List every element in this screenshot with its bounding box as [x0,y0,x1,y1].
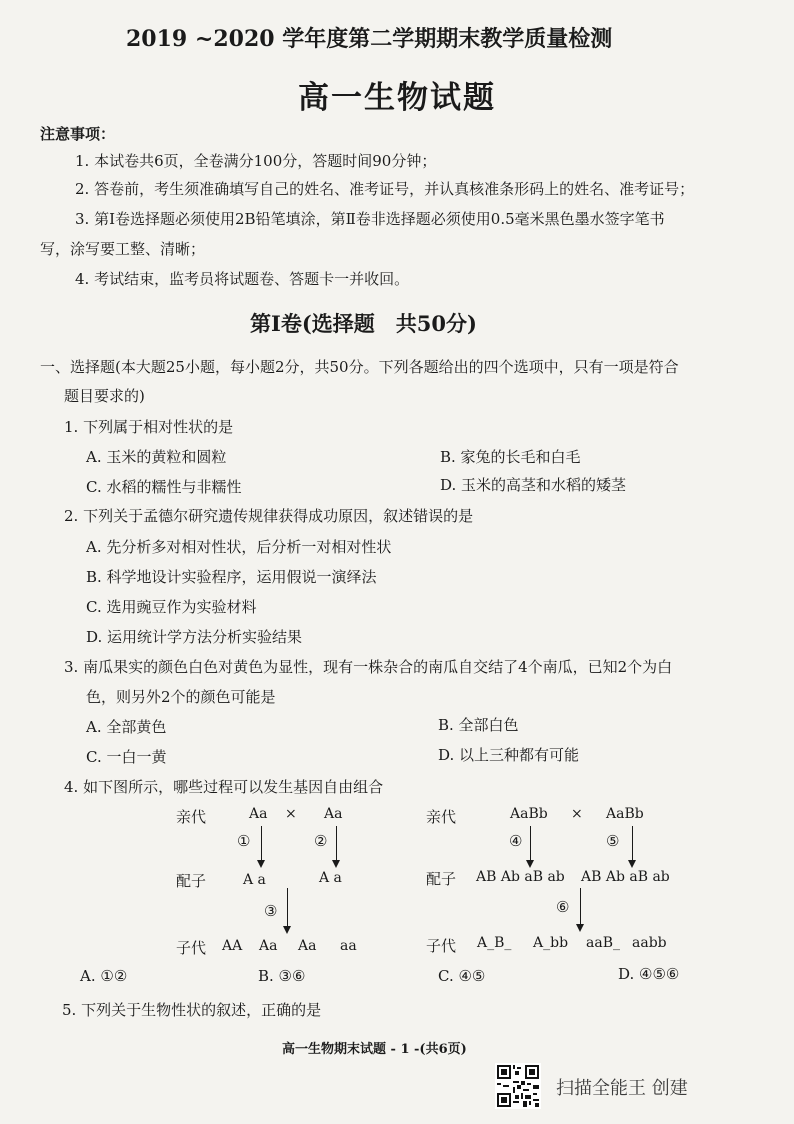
section-intro-line1: 一、选择题(本大题25小题，每小题2分，共50分。下列各题给出的四个选项中，只有一项是符合 [40,358,679,376]
step-2-label: ② [314,832,328,850]
notice-item-1: 1. 本试卷共6页，全卷满分100分，答题时间90分钟； [75,152,437,170]
q1-option-b: B. 家兔的长毛和白毛 [440,448,581,466]
right-parent-1: AaBb [510,806,548,822]
step-5-label: ⑤ [606,832,620,850]
left-parent-label: 亲代 [176,808,207,826]
right-offspring-2: A_bb [533,935,569,951]
step-4-label: ④ [509,832,523,850]
q4-option-c: C. ④⑤ [438,967,486,985]
qr-code-icon [495,1063,541,1109]
q4-option-d: D. ④⑤⑥ [618,965,680,983]
left-offspring-3: Aa [298,938,317,954]
right-gamete-label: 配子 [426,870,457,888]
scanner-watermark: 扫描全能王 创建 [556,1078,688,1099]
q3-stem-line1: 3. 南瓜果实的颜色白色对黄色为显性，现有一株杂合的南瓜自交结了4个南瓜，已知2个为白 [64,658,673,676]
step-6-label: ⑥ [556,898,570,916]
right-parent-2: AaBb [606,806,644,822]
q3-option-c: C. 一白一黄 [86,748,167,766]
exam-title: 2019 ~2020 学年度第二学期期末教学质量检测 [126,26,613,52]
q1-stem: 1. 下列属于相对性状的是 [64,418,234,436]
q2-option-d: D. 运用统计学方法分析实验结果 [86,628,303,646]
step-1-label: ① [237,832,251,850]
left-gametes-2: A a [319,870,342,886]
step-5-arrow [632,826,633,866]
left-cross-sign: × [285,806,297,822]
left-gamete-label: 配子 [176,872,207,890]
q3-option-b: B. 全部白色 [438,716,519,734]
section-title: 第Ⅰ卷(选择题 共50分) [250,311,477,336]
q1-option-c: C. 水稻的糯性与非糯性 [86,478,242,496]
step-3-arrow [287,888,288,932]
right-offspring-4: aabb [632,935,667,951]
right-gametes-1: AB Ab aB ab [476,869,565,885]
q2-stem: 2. 下列关于孟德尔研究遗传规律获得成功原因，叙述错误的是 [64,507,474,525]
notice-item-3-cont: 写，涂写要工整、清晰； [40,240,206,258]
q5-stem: 5. 下列关于生物性状的叙述，正确的是 [62,1001,322,1019]
notice-heading: 注意事项： [40,125,116,143]
right-gametes-2: AB Ab aB ab [581,869,670,885]
right-offspring-3: aaB_ [586,935,620,951]
left-offspring-2: Aa [259,938,278,954]
step-3-label: ③ [264,902,278,920]
section-intro-line2: 题目要求的) [64,387,145,405]
q2-option-c: C. 选用豌豆作为实验材料 [86,598,257,616]
q3-stem-line2: 色，则另外2个的颜色可能是 [86,688,276,706]
q2-option-b: B. 科学地设计实验程序，运用假说一演绎法 [86,568,377,586]
step-6-arrow [580,888,581,930]
right-offspring-1: A_B_ [477,935,512,951]
q4-option-a: A. ①② [80,967,128,985]
notice-item-3: 3. 第Ⅰ卷选择题必须使用2B铅笔填涂，第Ⅱ卷非选择题必须使用0.5毫米黑色墨水签字笔书 [75,210,665,228]
left-offspring-label: 子代 [176,939,207,957]
q1-option-a: A. 玉米的黄粒和圆粒 [86,448,227,466]
notice-item-4: 4. 考试结束，监考员将试题卷、答题卡一并收回。 [75,270,410,288]
q4-stem: 4. 如下图所示，哪些过程可以发生基因自由组合 [64,778,384,796]
q1-option-d: D. 玉米的高茎和水稻的矮茎 [440,476,627,494]
right-offspring-label: 子代 [426,937,457,955]
step-1-arrow [261,826,262,866]
left-parent-1: Aa [249,806,268,822]
left-offspring-1: AA [222,938,243,954]
right-cross-sign: × [571,806,583,822]
q2-option-a: A. 先分析多对相对性状，后分析一对相对性状 [86,538,392,556]
q3-option-a: A. 全部黄色 [86,718,167,736]
left-gametes-1: A a [243,872,266,888]
left-offspring-4: aa [340,938,357,954]
notice-item-2: 2. 答卷前，考生须准确填写自己的姓名、准考证号，并认真核准条形码上的姓名、准考证号； [75,180,695,198]
step-2-arrow [336,826,337,866]
subject-title: 高一生物试题 [298,80,496,116]
right-parent-label: 亲代 [426,808,457,826]
left-parent-2: Aa [324,806,343,822]
step-4-arrow [530,826,531,866]
q4-option-b: B. ③⑥ [258,967,306,985]
page-footer: 高一生物期末试题 - 1 -(共6页) [282,1042,467,1057]
q3-option-d: D. 以上三种都有可能 [438,746,580,764]
